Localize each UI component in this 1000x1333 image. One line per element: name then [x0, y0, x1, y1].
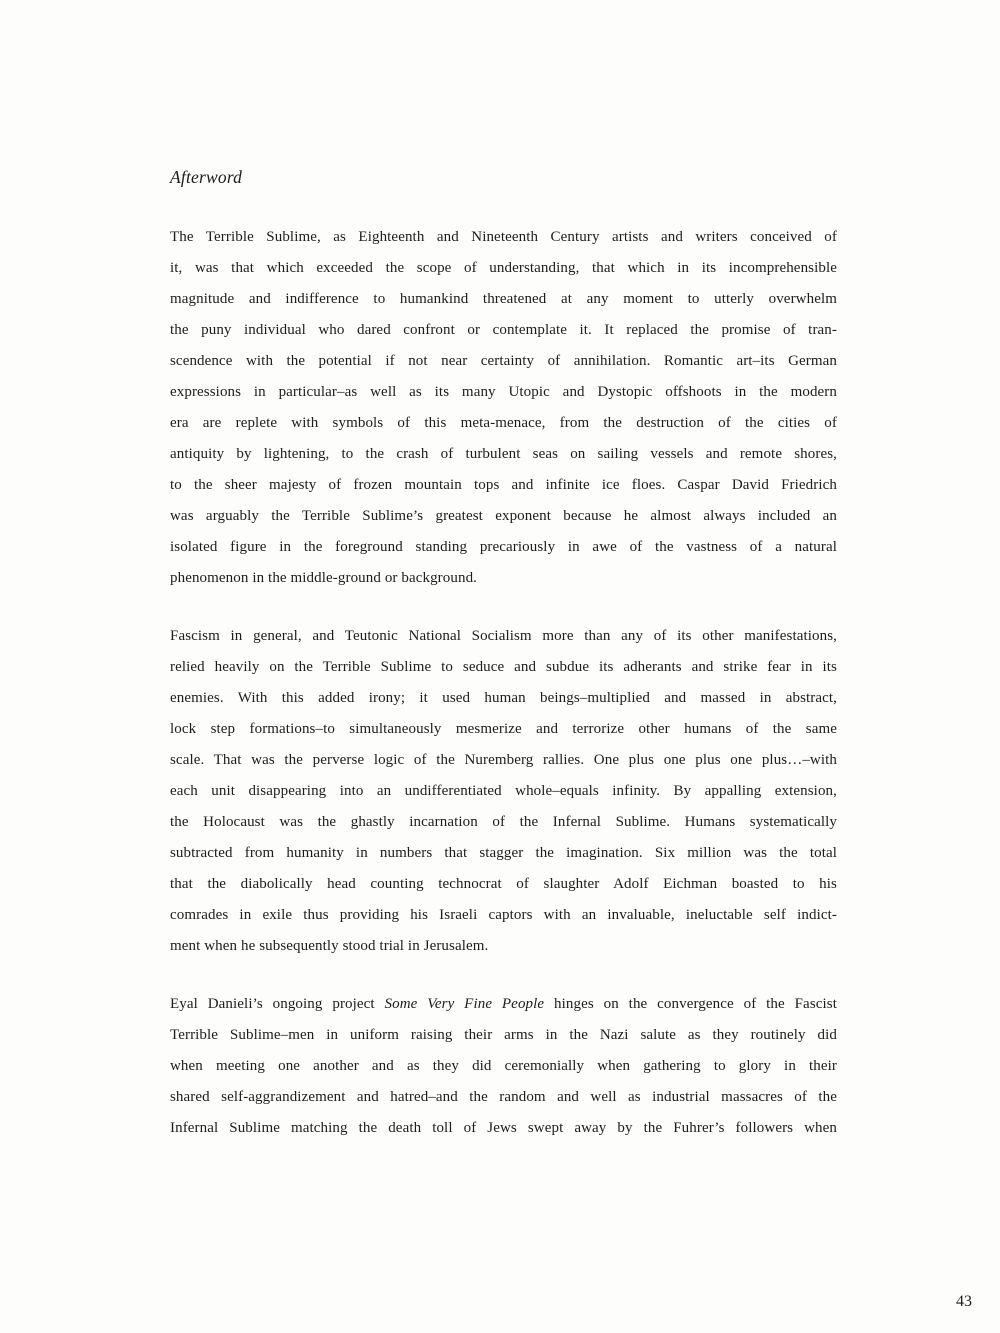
text-segment: expressions in particular–as well as its many Utopic and Dystopic offshoots in the modern	[170, 384, 837, 400]
text-segment: ment when he subsequently stood trial in Jerusalem.	[170, 938, 489, 954]
work-title-italic: Some Very Fine People	[384, 996, 545, 1012]
text-line	[170, 745, 837, 776]
text-segment: phenomenon in the middle-ground or background.	[170, 570, 478, 586]
text-line	[170, 470, 837, 501]
text-line	[170, 714, 837, 745]
text-line	[170, 346, 837, 377]
text-segment: hinges on the convergence of the Fascist	[544, 996, 837, 1012]
text-line	[170, 1051, 837, 1082]
paragraph	[170, 621, 837, 962]
text-segment: The Terrible Sublime, as Eighteenth and Nineteenth Century artists and writers conceived of	[170, 229, 837, 245]
text-segment: it, was that which exceeded the scope of understanding, that which in its incomprehensible	[170, 260, 837, 276]
text-line	[170, 931, 837, 962]
text-segment: Fascism in general, and Teutonic National Socialism more than any of its other manifestations,	[170, 628, 837, 644]
text-line	[170, 563, 837, 594]
text-line	[170, 315, 837, 346]
text-segment: scendence with the potential if not near certainty of annihilation. Romantic art–its German	[170, 353, 837, 369]
text-segment: was arguably the Terrible Sublime’s greatest exponent because he almost always included an	[170, 508, 837, 524]
text-line	[170, 377, 837, 408]
text-segment: isolated figure in the foreground standing precariously in awe of the vastness of a natural	[170, 539, 837, 555]
text-line	[170, 807, 837, 838]
text-segment: magnitude and indifference to humankind threatened at any moment to utterly overwhelm	[170, 291, 837, 307]
paragraphs-container	[170, 222, 837, 1144]
text-segment: comrades in exile thus providing his Israeli captors with an invaluable, ineluctable self indict-	[170, 907, 837, 923]
text-line	[170, 1082, 837, 1113]
text-line	[170, 439, 837, 470]
text-segment: the Holocaust was the ghastly incarnation of the Infernal Sublime. Humans systematically	[170, 814, 837, 830]
text-line	[170, 253, 837, 284]
text-line	[170, 621, 837, 652]
text-segment: that the diabolically head counting technocrat of slaughter Adolf Eichman boasted to his	[170, 876, 837, 892]
text-segment: relied heavily on the Terrible Sublime to seduce and subdue its adherants and strike fear in its	[170, 659, 837, 675]
text-segment: to the sheer majesty of frozen mountain tops and infinite ice floes. Caspar David Friedrich	[170, 477, 837, 493]
text-line	[170, 408, 837, 439]
text-block	[170, 162, 837, 1144]
text-segment: scale. That was the perverse logic of the Nuremberg rallies. One plus one plus one plus…–with	[170, 752, 837, 768]
text-segment: when meeting one another and as they did ceremonially when gathering to glory in their	[170, 1058, 837, 1074]
text-line	[170, 284, 837, 315]
section-heading: Afterword	[170, 167, 243, 187]
text-segment: each unit disappearing into an undifferentiated whole–equals infinity. By appalling extension,	[170, 783, 837, 799]
text-segment: shared self-aggrandizement and hatred–and the random and well as industrial massacres of the	[170, 1089, 837, 1105]
paragraph	[170, 222, 837, 594]
text-segment: lock step formations–to simultaneously mesmerize and terrorize other humans of the same	[170, 721, 837, 737]
text-segment: Terrible Sublime–men in uniform raising their arms in the Nazi salute as they routinely did	[170, 1027, 837, 1043]
text-segment: the puny individual who dared confront or contemplate it. It replaced the promise of tran-	[170, 322, 837, 338]
text-line	[170, 222, 837, 253]
text-segment: enemies. With this added irony; it used human beings–multiplied and massed in abstract,	[170, 690, 837, 706]
text-segment: Eyal Danieli’s ongoing project	[170, 996, 385, 1012]
text-line	[170, 838, 837, 869]
text-line	[170, 900, 837, 931]
text-line	[170, 683, 837, 714]
text-line	[170, 869, 837, 900]
text-segment: era are replete with symbols of this meta-menace, from the destruction of the cities of	[170, 415, 837, 431]
text-line	[170, 652, 837, 683]
text-line	[170, 1113, 837, 1144]
text-line	[170, 776, 837, 807]
text-line	[170, 989, 837, 1020]
text-line	[170, 1020, 837, 1051]
text-segment: subtracted from humanity in numbers that stagger the imagination. Six million was the total	[170, 845, 837, 861]
paragraph	[170, 989, 837, 1144]
text-segment: antiquity by lightening, to the crash of turbulent seas on sailing vessels and remote shores,	[170, 446, 837, 462]
text-line	[170, 501, 837, 532]
page-number: 43	[956, 1293, 972, 1310]
text-segment: Infernal Sublime matching the death toll of Jews swept away by the Fuhrer’s followers when	[170, 1120, 837, 1136]
text-line	[170, 532, 837, 563]
